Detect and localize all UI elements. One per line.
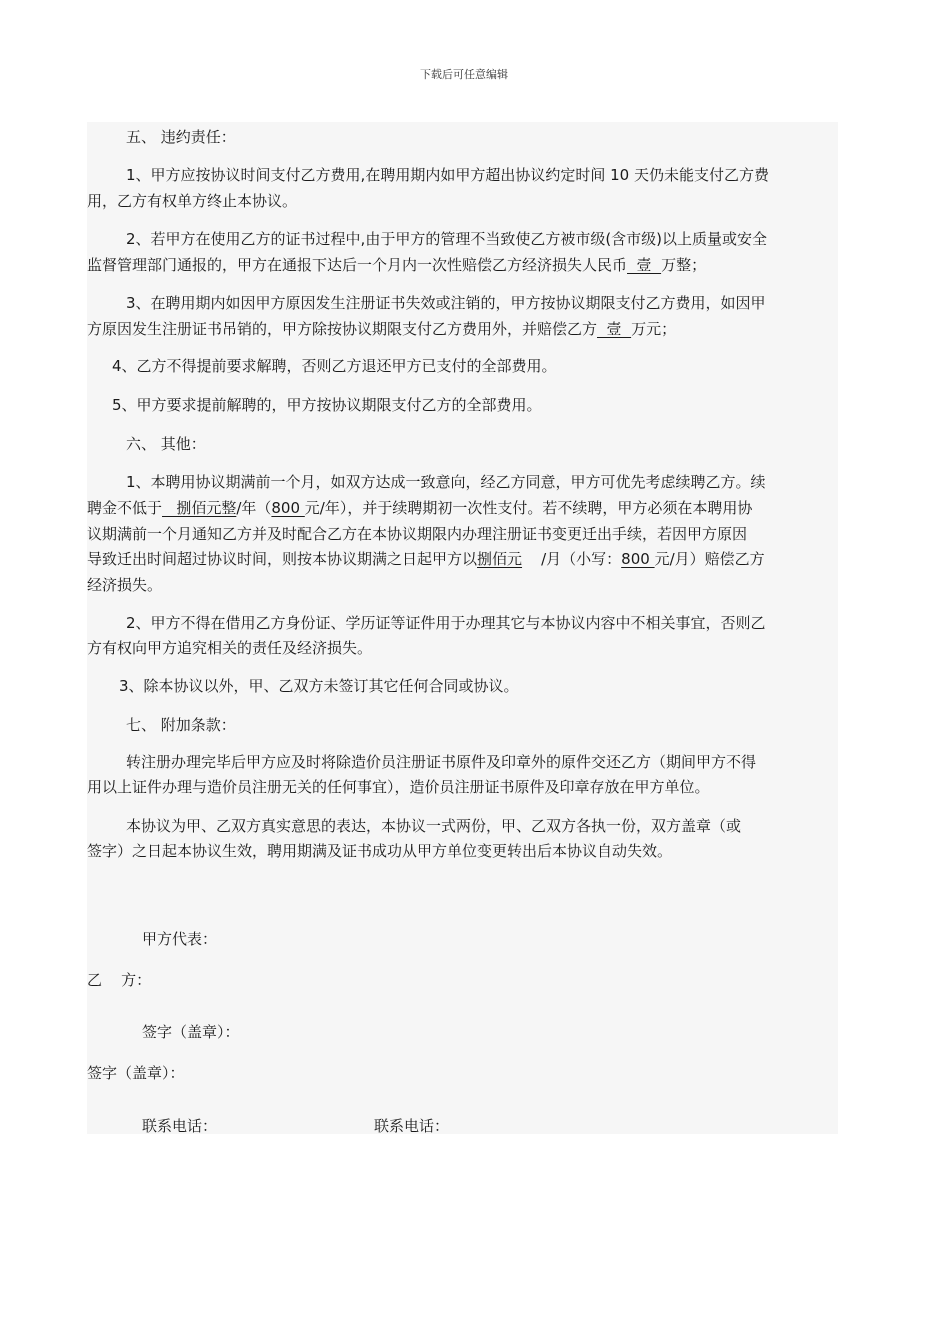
clause-6-1-line-5: 经济损失。 [87,576,163,594]
clause-7-2-line-2: 签字）之日起本协议生效，聘用期满及证书成功从甲方单位变更转出后本协议自动失效。 [87,842,673,860]
party-b-label: 乙 方： [87,971,152,989]
renewal-fee-words: 捌佰元整 [162,499,237,517]
clause-5-2-line-1: 2、若甲方在使用乙方的证书过程中,由于甲方的管理不当致使乙方被市级(含市级)以上质量或安全 [126,230,768,248]
compensation-amount: 壹 [627,256,662,274]
clause-5-1-line-2: 用，乙方有权单方终止本协议。 [87,192,298,210]
clause-5-2-line-2: 监督管理部门通报的，甲方在通报下达后一个月内一次性赔偿乙方经济损失人民币 壹 万整； [87,256,707,274]
clause-6-1-line-3: 议期满前一个月通知乙方并及时配合乙方在本协议期限内办理注册证书变更迁出手续，若因甲方原因 [87,525,748,543]
clause-6-1-line-2: 聘金不低于 捌佰元整/年（800 元/年），并于续聘期初一次性支付。若不续聘，甲方必须在本聘用协 [87,499,753,517]
clause-5-4: 4、乙方不得提前要求解聘，否则乙方退还甲方已支付的全部费用。 [112,357,557,375]
section-heading-other: 六、 其他： [126,435,206,453]
renewal-fee-number: 800 [271,499,305,517]
party-b-phone-label: 联系电话： [374,1117,450,1135]
party-a-signature-label: 签字（盖章）： [142,1023,240,1041]
clause-7-1-line-2: 用以上证件办理与造价员注册无关的任何事宜），造价员注册证书原件及印章存放在甲方单位。 [87,778,710,796]
clause-6-2-line-1: 2、甲方不得在借用乙方身份证、学历证等证件用于办理其它与本协议内容中不相关事宜，否则乙 [126,614,766,632]
clause-6-2-line-2: 方有权向甲方追究相关的责任及经济损失。 [87,639,373,657]
clause-7-1-line-1: 转注册办理完毕后甲方应及时将除造价员注册证书原件及印章外的原件交还乙方（期间甲方不得 [126,753,757,771]
party-b-signature-label: 签字（盖章）： [87,1064,185,1082]
clause-6-1-line-4: 导致迁出时间超过协议时间，则按本协议期满之日起甲方以捌佰元 /月（小写：800 元/月）赔偿乙方 [87,550,765,568]
clause-6-1-line-1: 1、本聘用协议期满前一个月，如双方达成一致意向，经乙方同意，甲方可优先考虑续聘乙方。续 [126,473,766,491]
clause-5-3-line-1: 3、在聘用期内如因甲方原因发生注册证书失效或注销的，甲方按协议期限支付乙方费用，如因甲 [126,294,766,312]
clause-6-3: 3、除本协议以外，甲、乙双方未签订其它任何合同或协议。 [119,677,519,695]
clause-5-1-line-1: 1、甲方应按协议时间支付乙方费用,在聘用期内如甲方超出协议约定时间 10 天仍未能支付乙方费 [126,166,769,184]
party-a-phone-label: 联系电话： [142,1117,218,1135]
section-heading-breach: 五、 违约责任： [126,128,236,146]
clause-5-5: 5、甲方要求提前解聘的，甲方按协议期限支付乙方的全部费用。 [112,396,542,414]
compensation-amount: 壹 [597,320,632,338]
monthly-fee-number: 800 [621,550,655,568]
monthly-fee-words: 捌佰元 [477,550,523,568]
section-heading-additional: 七、 附加条款： [126,716,236,734]
page-header-note: 下载后可任意编辑 [420,68,508,81]
party-a-representative-label: 甲方代表： [142,930,218,948]
clause-5-3-line-2: 方原因发生注册证书吊销的，甲方除按协议期限支付乙方费用外，并赔偿乙方 壹 万元； [87,320,677,338]
clause-7-2-line-1: 本协议为甲、乙双方真实意思的表达，本协议一式两份，甲、乙双方各执一份，双方盖章（或 [126,817,742,835]
